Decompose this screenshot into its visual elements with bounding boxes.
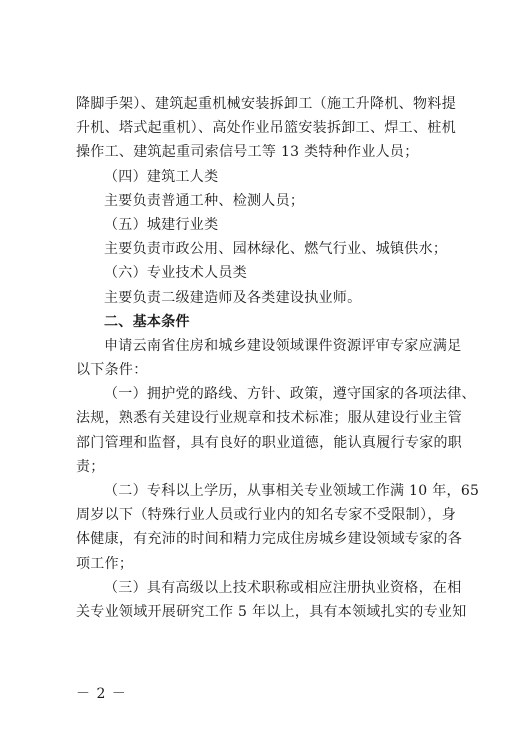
paragraph-line: 关专业领域开展研究工作 5 年以上，具有本领域扎实的专业知	[76, 603, 467, 620]
paragraph-line: 项工作；	[76, 555, 134, 572]
paragraph-line: 主要负责市政公用、园林绿化、燃气行业、城镇供水；	[104, 241, 448, 258]
paragraph-line: 以下条件：	[76, 362, 148, 379]
paragraph-line: （六）专业技术人员类	[104, 265, 247, 282]
page-number: － 2 －	[76, 686, 127, 702]
paragraph-line: 责；	[76, 458, 105, 475]
paragraph-line: 申请云南省住房和城乡建设领域课件资源评审专家应满足	[104, 337, 462, 354]
paragraph-line: 法规，熟悉有关建设行业规章和技术标准；服从建设行业主管	[76, 410, 463, 427]
paragraph-line: 操作工、建筑起重司索信号工等 13 类特种作业人员；	[76, 144, 419, 161]
section-heading: 二、基本条件	[104, 313, 190, 330]
paragraph-line: 体健康，有充沛的时间和精力完成住房城乡建设领域专家的各	[76, 531, 463, 548]
paragraph-line: 升机、塔式起重机）、高处作业吊篮安装拆卸工、焊工、桩机	[76, 120, 456, 137]
paragraph-line: 降脚手架）、建筑起重机械安装拆卸工（施工升降机、物料提	[76, 96, 456, 112]
paragraph-line: （一）拥护党的路线、方针、政策，遵守国家的各项法律、	[104, 386, 476, 403]
paragraph-line: （二）专科以上学历，从事相关专业领域工作满 10 年，65	[104, 483, 480, 499]
paragraph-line: （五）城建行业类	[104, 216, 219, 233]
document-body	[76, 92, 480, 624]
paragraph-line: （三）具有高级以上技术职称或相应注册执业资格，在相	[104, 579, 462, 596]
paragraph-line: 主要负责二级建造师及各类建设执业师。	[104, 289, 362, 306]
paragraph-line: 主要负责普通工种、检测人员；	[104, 192, 305, 209]
paragraph-line: 部门管理和监督，具有良好的职业道德，能认真履行专家的职	[76, 434, 463, 451]
paragraph-line: （四）建筑工人类	[104, 168, 219, 185]
paragraph-line: 周岁以下（特殊行业人员或行业内的知名专家不受限制），身	[76, 507, 456, 524]
